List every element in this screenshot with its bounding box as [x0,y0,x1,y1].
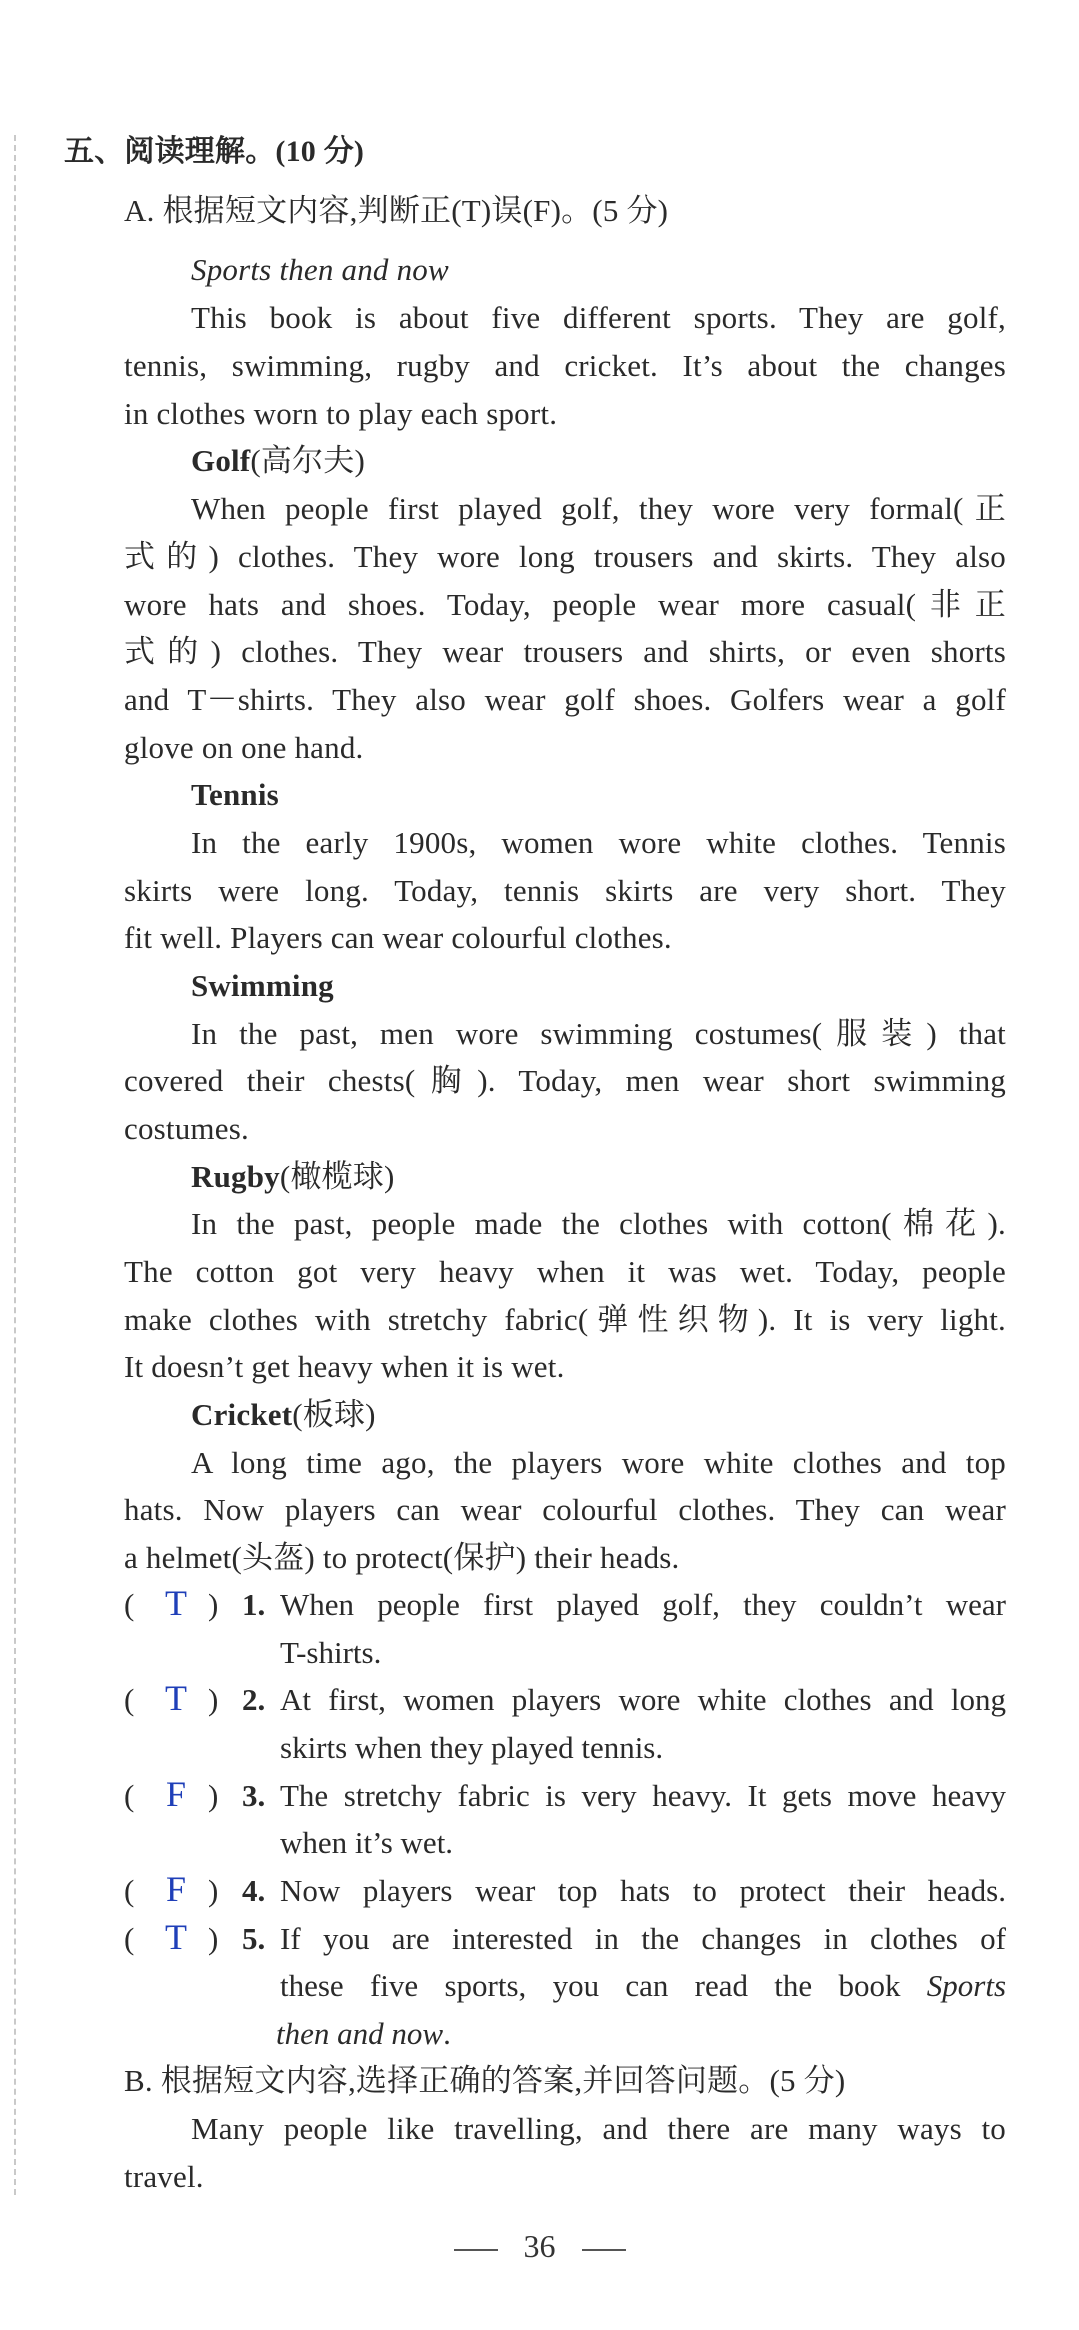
cricket-line: a helmet(头盔) to protect(保护) their heads. [124,1540,680,1575]
question-row [124,1776,1006,1816]
golf-line: When people first played golf, they wore very formal(正 [191,491,1006,526]
page-number [0,2228,1079,2265]
part-b-line: Many people like travelling, and there are many ways to [191,2111,1006,2146]
cricket-line: hats. Now players can wear colourful clothes. They can wear [124,1492,1006,1527]
paren-open: ( [124,1921,135,1956]
rugby-line: The cotton got very heavy when it was wet. Today, people [124,1254,1006,1289]
tennis-line: fit well. Players can wear colourful clothes. [124,920,672,955]
question-continuation-end: . [443,2016,451,2051]
paren-close: ) [208,1682,219,1717]
answer-mark: T [165,1917,187,1957]
question-continuation [276,2014,451,2054]
rugby-line: make clothes with stretchy fabric(弹性织物). It is very light. [124,1302,1006,1337]
part-a-instruction: A. 根据短文内容,判断正(T)误(F)。(5 分) [124,193,669,228]
intro-line: tennis, swimming, rugby and cricket. It’s about the changes [124,348,1006,383]
paren-close: ) [208,1778,219,1813]
swimming-line: In the past, men wore swimming costumes(服装) that [191,1016,1006,1051]
golf-line: glove on one hand. [124,730,364,765]
paren-open: ( [124,1682,135,1717]
paren-open: ( [124,1587,135,1622]
swimming-line: covered their chests(胸). Today, men wear short swimming [124,1063,1006,1098]
question-number: 3. [242,1778,266,1813]
question-continuation: when it’s wet. [280,1825,454,1860]
question-number: 1. [242,1587,266,1622]
rugby-heading-en: Rugby [191,1159,280,1194]
golf-line: 式的) clothes. They wear trousers and shirts, or even shorts [124,634,1006,669]
question-row [124,1680,1006,1720]
question-continuation: T-shirts. [280,1635,382,1670]
cricket-heading-cn: (板球) [292,1397,376,1432]
page-margin-line [14,135,16,2195]
question-text: At first, women players wore white clothes and long [280,1682,1006,1717]
question-number: 4. [242,1873,266,1908]
rugby-heading-cn: (橄榄球) [279,1159,395,1194]
page-number-dash [454,2249,498,2251]
question-text: When people first played golf, they couldn’t wear [280,1587,1006,1622]
part-b-line: travel. [124,2159,204,2194]
swimming-heading: Swimming [191,968,334,1003]
golf-heading [191,441,365,481]
tennis-heading: Tennis [191,777,279,812]
page-number-value: 36 [523,2228,556,2264]
cricket-heading [191,1395,376,1435]
paren-open: ( [124,1873,135,1908]
swimming-line: costumes. [124,1111,249,1146]
golf-heading-cn: (高尔夫) [250,443,366,478]
question-continuation: skirts when they played tennis. [280,1730,664,1765]
tennis-line: skirts were long. Today, tennis skirts are very short. They [124,873,1006,908]
paren-close: ) [208,1921,219,1956]
answer-mark: F [165,1869,187,1909]
question-text: The stretchy fabric is very heavy. It gets move heavy [280,1778,1006,1813]
paren-close: ) [208,1587,219,1622]
golf-heading-en: Golf [191,443,251,478]
cricket-line: A long time ago, the players wore white clothes and top [191,1445,1006,1480]
rugby-line: It doesn’t get heavy when it is wet. [124,1349,565,1384]
question-row [124,1585,1006,1625]
question-continuation [280,1966,1006,2006]
rugby-line: In the past, people made the clothes with cotton(棉花). [191,1206,1006,1241]
intro-line: This book is about five different sports. They are golf, [191,300,1006,335]
golf-line: wore hats and shoes. Today, people wear more casual(非正 [124,587,1006,622]
paren-open: ( [124,1778,135,1813]
question-row [124,1871,1006,1911]
intro-line: in clothes worn to play each sport. [124,396,558,431]
cricket-heading-en: Cricket [191,1397,293,1432]
answer-mark: F [165,1774,187,1814]
golf-line: and T－shirts. They also wear golf shoes. Golfers wear a golf [124,682,1006,717]
answer-mark: T [165,1678,187,1718]
question-text: If you are interested in the changes in clothes of [280,1921,1006,1956]
question-text: Now players wear top hats to protect their heads. [280,1873,1006,1908]
question-number: 2. [242,1682,266,1717]
paren-close: ) [208,1873,219,1908]
answer-mark: T [165,1583,187,1623]
book-title: Sports [926,1968,1007,2003]
question-number: 5. [242,1921,266,1956]
rugby-heading [191,1157,395,1197]
page-number-dash [582,2249,626,2251]
part-b-instruction: B. 根据短文内容,选择正确的答案,并回答问题。(5 分) [124,2063,846,2098]
question-continuation-text: these five sports, you can read the book [280,1968,901,2003]
question-row [124,1919,1006,1959]
passage-title: Sports then and now [191,252,449,287]
golf-line: 式的) clothes. They wore long trousers and skirts. They also [124,539,1006,574]
tennis-line: In the early 1900s, women wore white clothes. Tennis [191,825,1006,860]
book-title: then and now [276,2016,444,2051]
section-title: 五、阅读理解。(10 分) [64,135,365,168]
